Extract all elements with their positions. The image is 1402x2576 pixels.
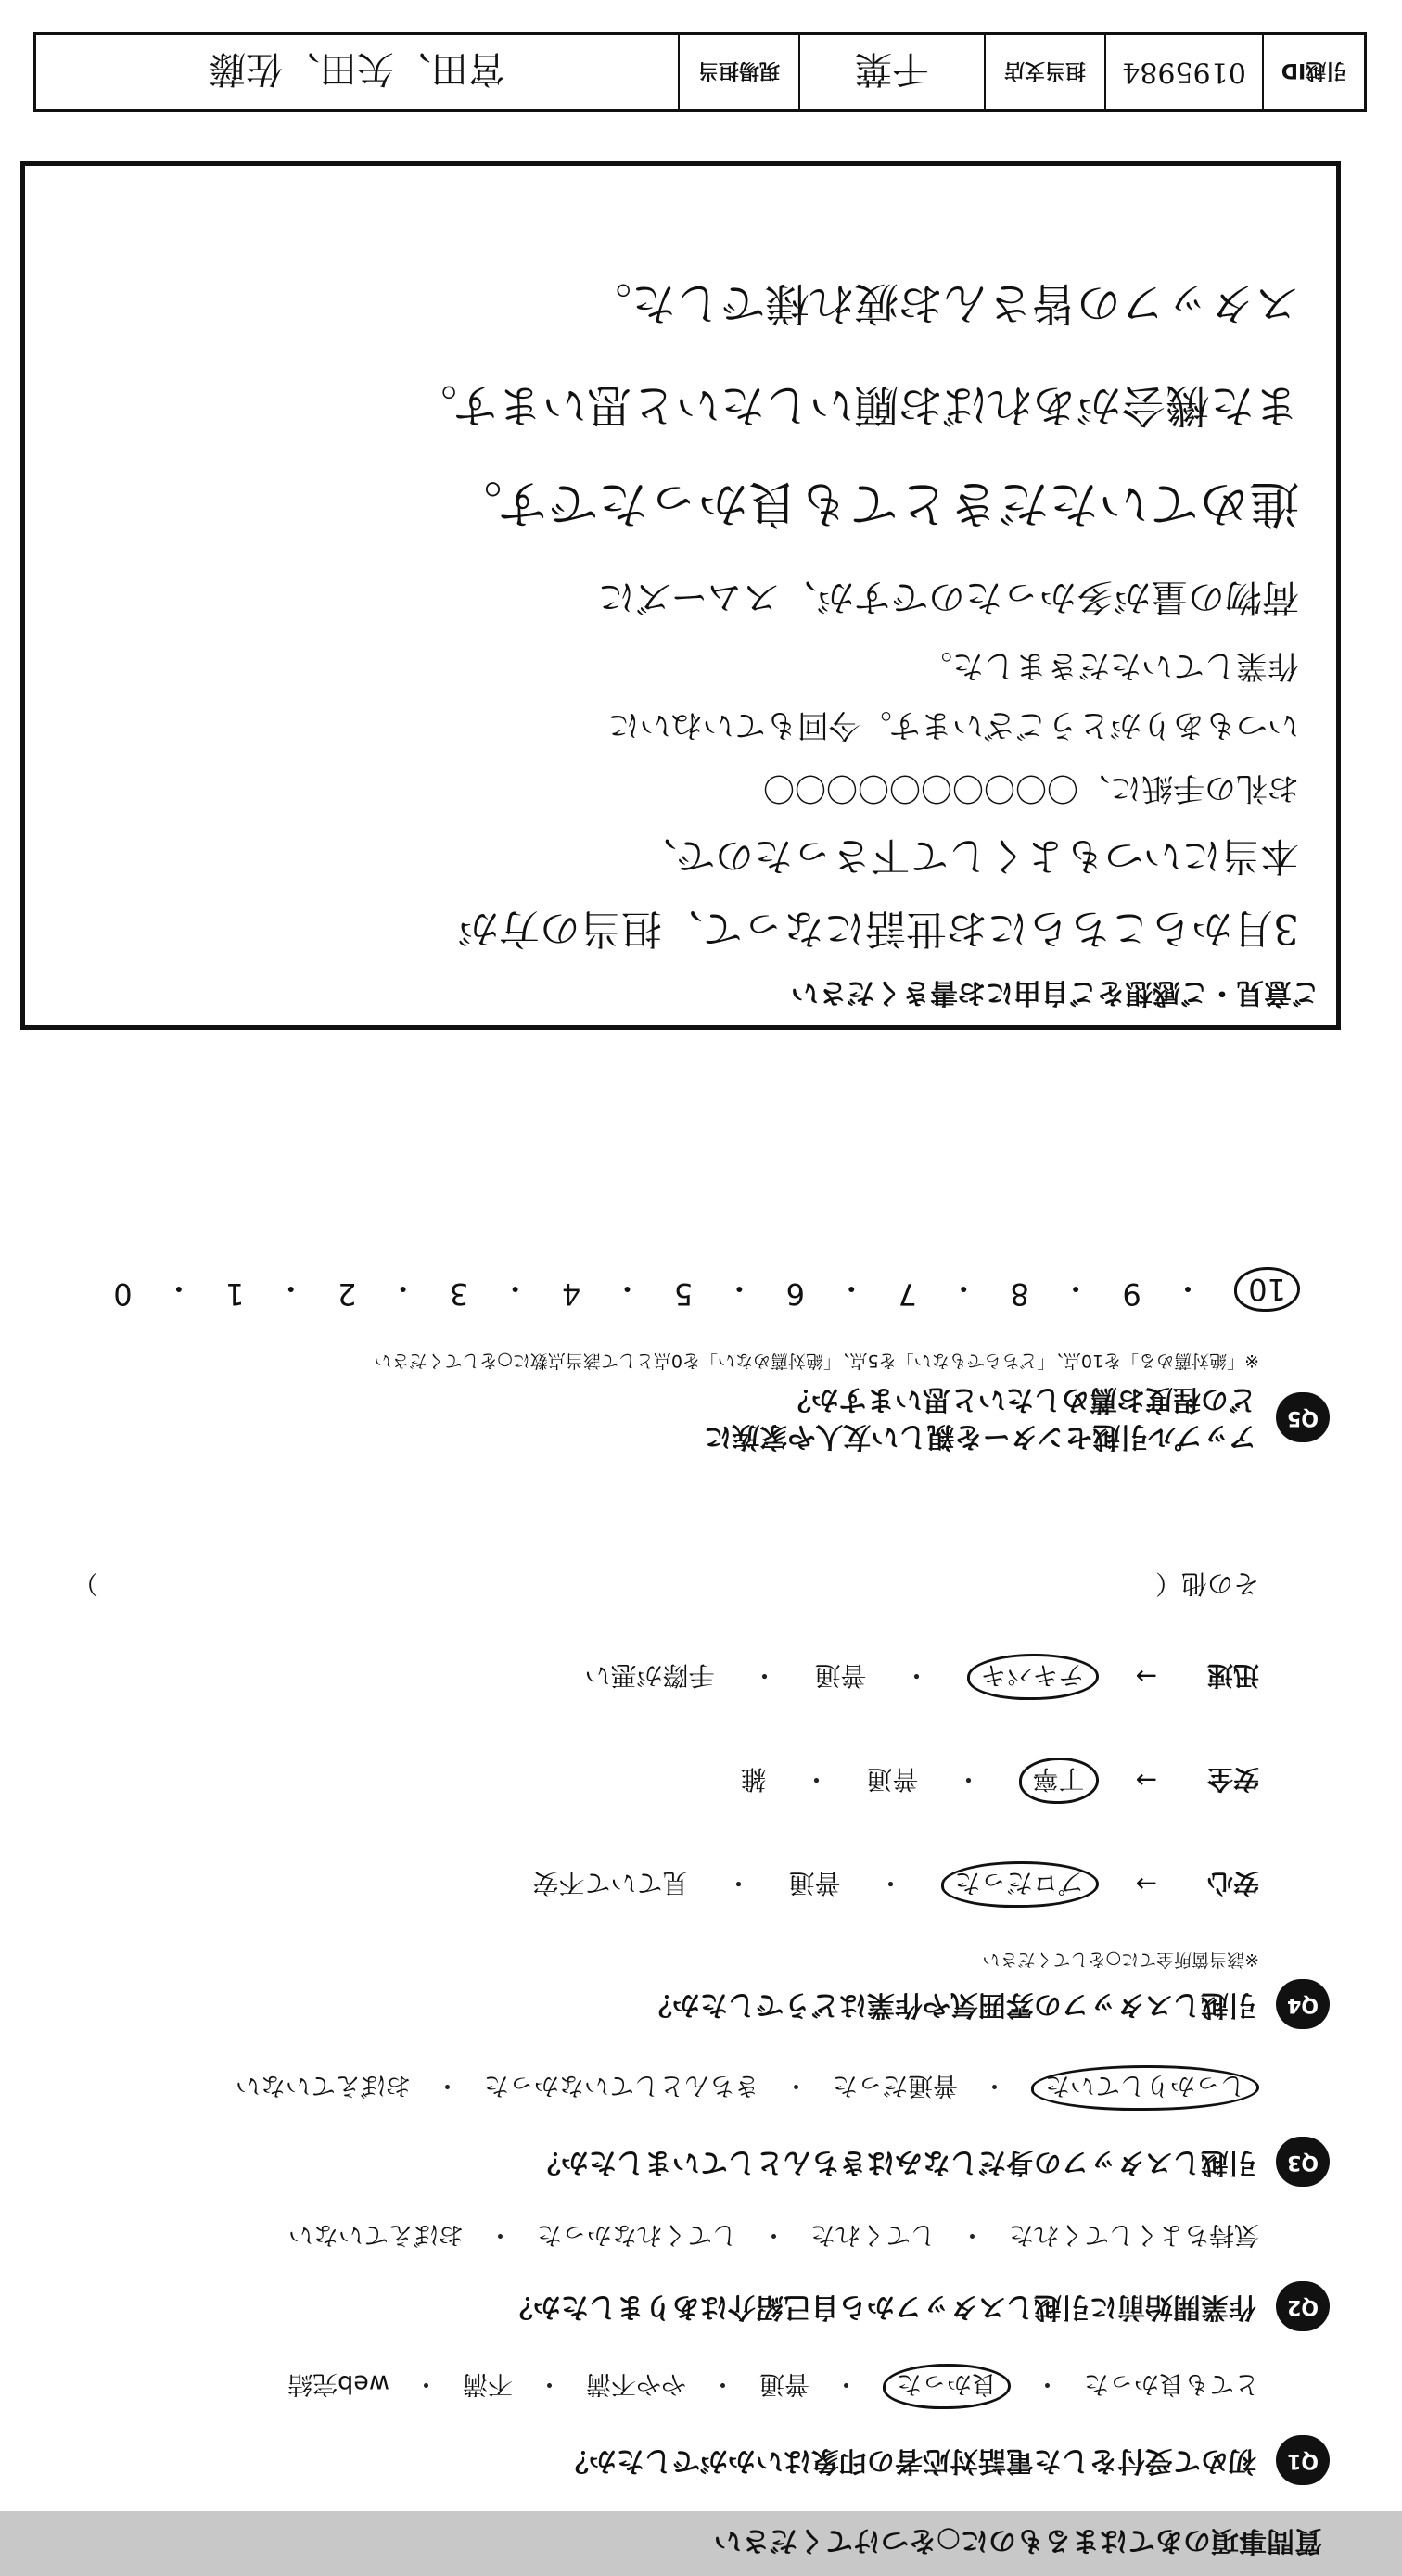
q1-option[interactable]: とても良かった (1084, 2369, 1259, 2398)
comment-line: 本当にいつもよくして下さったので、 (637, 833, 1299, 879)
q4-option-circled[interactable]: プロだった (941, 1861, 1099, 1908)
q3-option-circled[interactable]: しっかりしていた (1031, 2065, 1259, 2111)
q4-row-anzen: 安全 → 丁寧 ・ 普通 ・ 雑 (50, 1758, 1259, 1804)
q4-option[interactable]: 見ていて不安 (532, 1868, 689, 1898)
score-option[interactable]: 2 (338, 1276, 357, 1312)
comment-box[interactable] (20, 161, 1341, 1030)
q4-other: その他（ ） (72, 1568, 1259, 1599)
id-label: 引越ID (1262, 35, 1364, 109)
comment-line: 3月からこちらにお世話になって、担当の方が (457, 905, 1299, 952)
leader-value[interactable]: 宮田、矢田、佐藤 (209, 47, 505, 91)
q3-badge: Q3 (1276, 2137, 1330, 2187)
score-option[interactable]: 3 (449, 1276, 469, 1312)
q4-row-anshin: 安心 → プロだった ・ 普通 ・ 見ていて不安 (50, 1861, 1259, 1908)
q4-option[interactable]: 普通 (866, 1764, 919, 1795)
score-option[interactable]: 5 (673, 1276, 694, 1312)
q1-options: とても良かった ・ 良かった ・ 普通 ・ やや不満 ・ 不満 ・ web完結 (50, 2364, 1259, 2409)
score-option-circled[interactable]: 10 (1234, 1267, 1300, 1312)
question-3 (50, 2065, 1330, 2187)
q4-option[interactable]: 雑 (740, 1764, 767, 1795)
score-option[interactable]: 9 (1122, 1276, 1141, 1312)
question-2 (50, 2219, 1330, 2331)
score-option[interactable]: 7 (898, 1276, 917, 1312)
q5-scale: 10 ・ 9 ・ 8 ・ 7 ・ 6 ・ 5 ・ 4 ・ 3 ・ 2 ・ 1 ・ 0 (113, 1267, 1300, 1312)
id-table (33, 32, 1367, 112)
q1-option[interactable]: 普通 (759, 2369, 809, 2398)
score-option[interactable]: 6 (785, 1276, 806, 1312)
q5-text: アップル引越センターを親しい友人や家族に どの程度お薦めしたいと思いますか？ (704, 1383, 1256, 1453)
q1-badge: Q1 (1276, 2435, 1330, 2485)
q1-option[interactable]: web完結 (287, 2369, 389, 2398)
comment-line: また機会があればお願いしたいと思います。 (412, 379, 1299, 431)
q2-badge: Q2 (1276, 2281, 1330, 2331)
question-4 (50, 1567, 1330, 2029)
q1-option[interactable]: やや不満 (586, 2369, 686, 2398)
q4-text: 引越しスタッフの雰囲気や作業はどうでしたか？ (644, 1988, 1256, 2021)
branch-value[interactable]: 千葉 (798, 35, 984, 109)
q4-option[interactable]: 普通 (788, 1868, 841, 1898)
q2-options: 気持ちよくしてくれた ・ してくれた ・ してくれなかった ・ おぼえていない (50, 2219, 1259, 2255)
instructions-header: 質問事項のあてはまるものに○をつけてください (0, 2511, 1402, 2576)
q1-option[interactable]: 不満 (463, 2369, 513, 2398)
comment-line: 進めていただきとても良かったです。 (452, 475, 1299, 533)
q2-option[interactable]: してくれた (810, 2220, 936, 2249)
score-option[interactable]: 0 (113, 1276, 133, 1312)
q5-badge: Q5 (1276, 1392, 1330, 1442)
score-option[interactable]: 4 (561, 1276, 581, 1312)
branch-label: 担当支店 (984, 35, 1104, 109)
q5-note: ※「絶対薦める」を10点、「どちらでもない」を5点、「絶対薦めない」を0点として該当点数に○をしてください (374, 1351, 1259, 1371)
q3-option[interactable]: おぼえていない (236, 2071, 411, 2100)
q3-option[interactable]: きちんとしていなかった (484, 2071, 759, 2100)
comment-line: いつもありがとうございます。今回もていねいに (607, 706, 1299, 743)
q3-option[interactable]: 普通だった (833, 2071, 958, 2100)
comment-line: 荷物の量が多かったのですが、スムーズに (598, 576, 1299, 618)
q2-option[interactable]: 気持ちよくしてくれた (1009, 2220, 1259, 2249)
q2-text: 作業開始前に引越しスタッフから自己紹介はありましたか？ (504, 2290, 1256, 2323)
question-5 (50, 1350, 1330, 1454)
comment-line: スタッフの皆さんお疲れ様でした。 (586, 277, 1299, 329)
id-value[interactable]: 0195984 (1104, 35, 1262, 109)
q4-option-circled[interactable]: 丁寧 (1019, 1758, 1099, 1804)
q3-text: 引越しスタッフの身だしなみはきちんとしていましたか？ (532, 2146, 1256, 2178)
leader-label: 現場担当 (678, 35, 798, 109)
question-1 (50, 2364, 1330, 2485)
q4-row-jinsoku: 迅速 → テキパキ ・ 普通 ・ 手際が悪い (50, 1654, 1259, 1700)
q4-option[interactable]: 普通 (814, 1660, 867, 1691)
q4-badge: Q4 (1276, 1979, 1330, 2029)
score-option[interactable]: 1 (225, 1276, 245, 1312)
comment-line: お礼の手紙に、〇〇〇〇〇〇〇〇〇〇 (763, 769, 1299, 806)
q1-text: 初めて受付をした電話対応者の印象はいかがでしたか？ (560, 2444, 1256, 2477)
comment-title: ご意見・ご感想をご自由にお書きください (791, 976, 1319, 1009)
q1-option-circled[interactable]: 良かった (883, 2364, 1011, 2409)
comment-line: 作業していただきました。 (921, 647, 1299, 684)
q4-option[interactable]: 手際が悪い (584, 1660, 715, 1691)
q2-option[interactable]: おぼえていない (288, 2220, 464, 2249)
score-option[interactable]: 8 (1010, 1276, 1029, 1312)
q2-option[interactable]: してくれなかった (537, 2220, 737, 2249)
q3-options: しっかりしていた ・ 普通だった ・ きちんとしていなかった ・ おぼえていない (50, 2065, 1259, 2111)
q4-option-circled[interactable]: テキパキ (967, 1654, 1099, 1700)
q4-note: ※該当箇所全てに○をしてください (982, 1949, 1259, 1970)
